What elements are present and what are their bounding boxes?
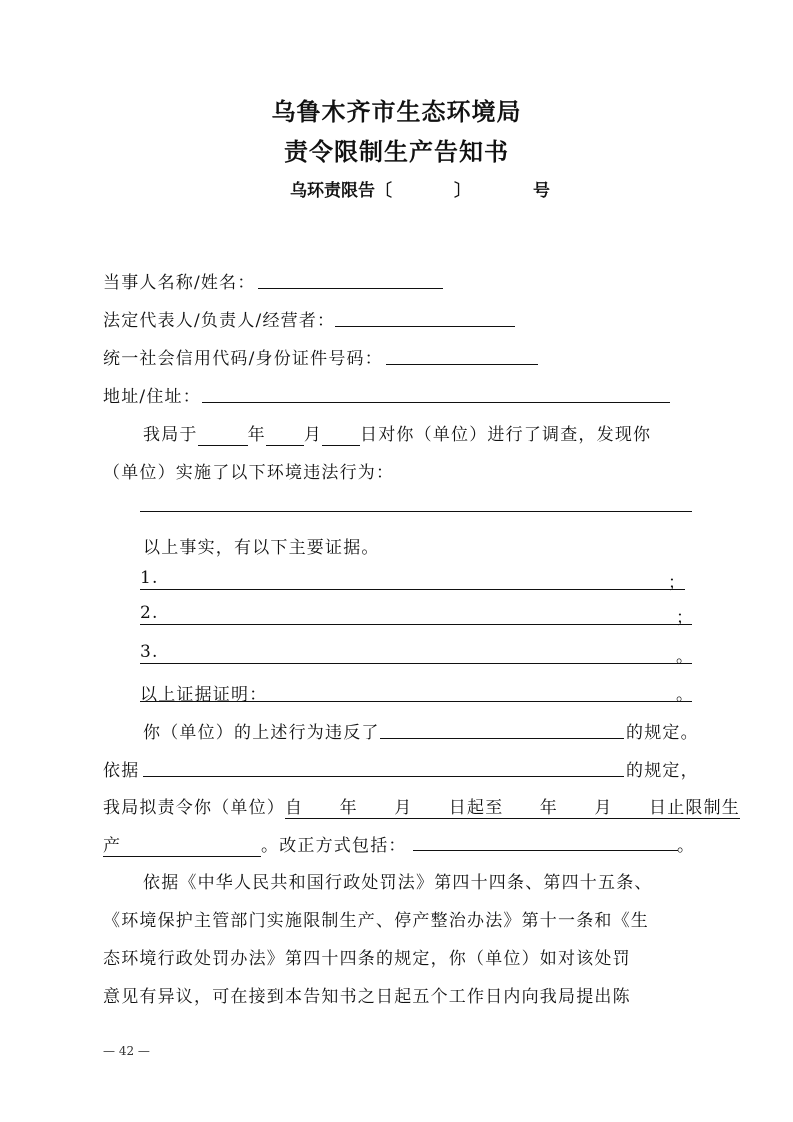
evidence-item-2-num: 2. <box>140 603 159 623</box>
order-continuation <box>103 831 407 857</box>
violation-description-blank[interactable] <box>140 511 692 512</box>
legal-rep-blank[interactable] <box>335 326 515 327</box>
legal-basis-line-2: 《环境保护主管部门实施限制生产、停产整治办法》第十一条和《生 <box>103 911 649 931</box>
doc-number-close: 〕 <box>454 181 471 201</box>
year-label: 年 <box>247 425 266 445</box>
investigation-line1 <box>143 420 651 446</box>
day-blank[interactable] <box>322 425 360 446</box>
violation-text: 你（单位）的上述行为违反了 <box>143 723 380 743</box>
basis-end: 的规定， <box>626 761 699 781</box>
document-number <box>290 176 550 201</box>
page-number: — 42 — <box>103 1044 150 1058</box>
proof-label: 以上证据证明： <box>140 685 268 705</box>
evidence-item-1-end: ； <box>668 573 687 593</box>
document-title-line2: 责令限制生产告知书 <box>284 137 509 166</box>
proof-blank[interactable] <box>140 701 692 702</box>
evidence-intro: 以上事实，有以下主要证据。 <box>143 538 380 558</box>
correction-blank[interactable] <box>413 850 678 851</box>
order-period[interactable]: 自 年 月 日起至 年 月 日止限制生 <box>285 793 740 819</box>
correction-label: 。改正方式包括： <box>261 836 407 856</box>
violation-text-end: 的规定。 <box>626 723 699 743</box>
document-title-line1: 乌鲁木齐市生态环境局 <box>271 97 522 126</box>
address-blank[interactable] <box>202 402 670 403</box>
basis-label: 依据 <box>103 761 140 781</box>
correction-end: 。 <box>677 836 696 856</box>
order-prefix: 我局拟责令你（单位） <box>103 798 285 818</box>
evidence-item-1-blank[interactable] <box>140 589 685 590</box>
party-name-label: 当事人名称/姓名： <box>103 273 256 293</box>
legal-basis-line-3: 态环境行政处罚办法》第四十四条的规定，你（单位）如对该处罚 <box>103 949 631 969</box>
legal-basis-line-1: 依据《中华人民共和国行政处罚法》第四十四条、第四十五条、 <box>143 873 653 893</box>
evidence-item-3-num: 3. <box>140 642 159 662</box>
evidence-item-3-blank[interactable] <box>140 663 692 664</box>
evidence-item-1-num: 1. <box>140 568 159 588</box>
proof-end: 。 <box>676 685 695 705</box>
address-label: 地址/住址： <box>103 387 201 407</box>
order-cont-blank[interactable] <box>103 831 261 857</box>
order-line <box>103 793 740 819</box>
investigation-text-end: 日对你（单位）进行了调查，发现你 <box>360 425 652 445</box>
credit-code-blank[interactable] <box>386 364 538 365</box>
evidence-item-3-end: 。 <box>676 647 695 667</box>
credit-code-label: 统一社会信用代码/身份证件号码： <box>103 349 383 369</box>
party-name-blank[interactable] <box>258 288 443 289</box>
violated-regulation-blank[interactable] <box>380 738 624 739</box>
month-blank[interactable] <box>266 425 304 446</box>
investigation-line2: （单位）实施了以下环境违法行为： <box>103 463 395 483</box>
legal-rep-label: 法定代表人/负责人/经营者： <box>103 311 336 331</box>
doc-number-suffix: 号 <box>533 181 550 201</box>
evidence-item-2-blank[interactable] <box>140 624 692 625</box>
doc-number-prefix: 乌环责限告〔 <box>290 181 392 201</box>
basis-regulation-blank[interactable] <box>143 776 624 777</box>
evidence-item-2-end: ； <box>676 608 695 628</box>
investigation-text-start: 我局于 <box>143 425 198 445</box>
order-cont-text: 产 <box>103 836 122 856</box>
year-blank[interactable] <box>198 425 248 446</box>
month-label: 月 <box>303 425 323 445</box>
legal-basis-line-4: 意见有异议，可在接到本告知书之日起五个工作日内向我局提出陈 <box>103 987 631 1007</box>
